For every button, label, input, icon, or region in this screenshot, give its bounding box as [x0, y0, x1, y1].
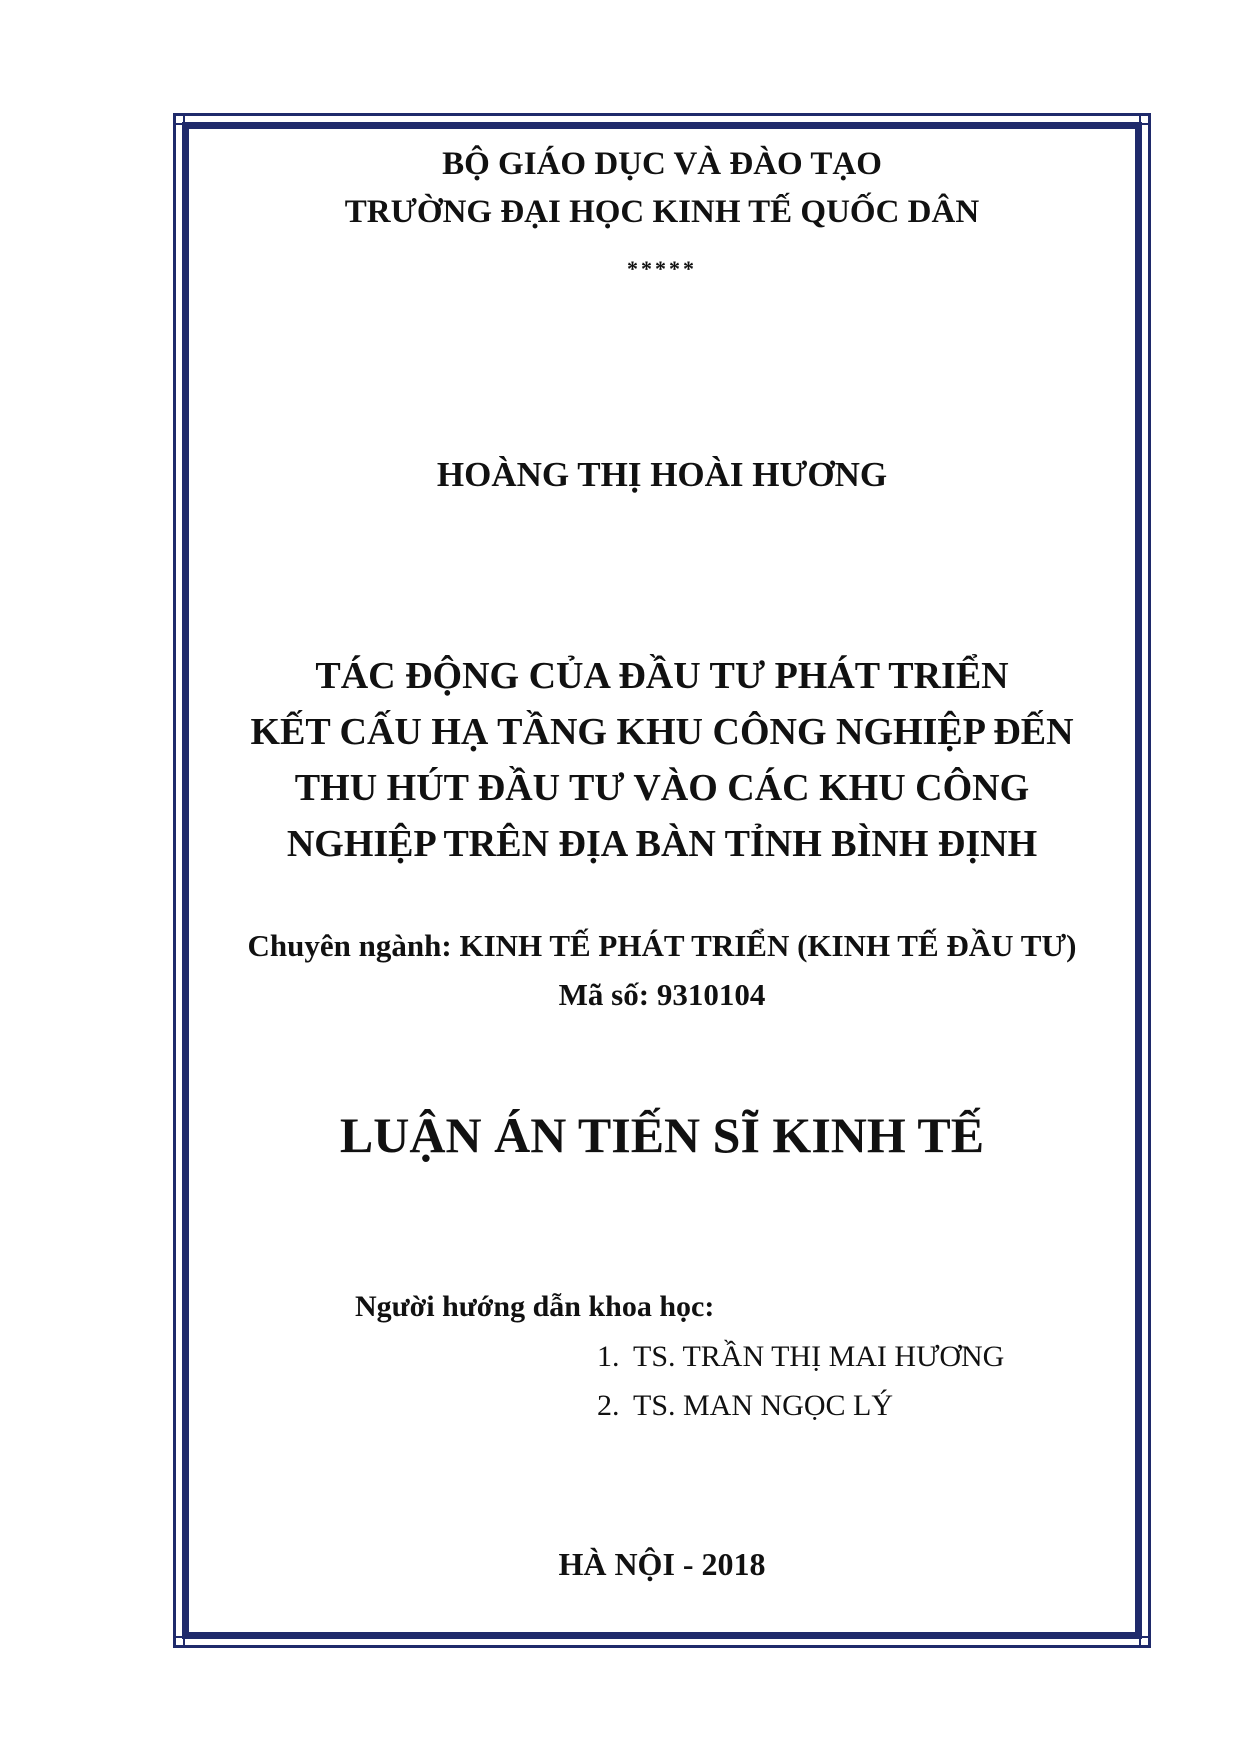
advisor-item: [597, 1389, 893, 1423]
university-heading: TRƯỜNG ĐẠI HỌC KINH TẾ QUỐC DÂN: [344, 194, 980, 230]
author-name: HOÀNG THỊ HOÀI HƯƠNG: [436, 455, 888, 494]
advisor-item: [597, 1340, 1004, 1374]
advisor-number: 1.: [597, 1340, 620, 1373]
advisor-name: TS. MAN NGỌC LÝ: [633, 1389, 894, 1422]
thesis-title-line: KẾT CẤU HẠ TẦNG KHU CÔNG NGHIỆP ĐẾN: [250, 711, 1074, 753]
ministry-heading: BỘ GIÁO DỤC VÀ ĐÀO TẠO: [442, 146, 882, 182]
place-and-year: HÀ NỘI - 2018: [558, 1546, 766, 1582]
corner-ornament-bottom-right: [1139, 1636, 1149, 1646]
advisor-name: TS. TRẦN THỊ MAI HƯƠNG: [633, 1340, 1005, 1373]
major-field: Chuyên ngành: KINH TẾ PHÁT TRIỂN (KINH TẾ ĐẦU TƯ): [247, 928, 1077, 963]
thesis-title-line: TÁC ĐỘNG CỦA ĐẦU TƯ PHÁT TRIỂN: [315, 655, 1009, 697]
degree-title: LUẬN ÁN TIẾN SĨ KINH TẾ: [339, 1107, 985, 1163]
thesis-title-line: THU HÚT ĐẦU TƯ VÀO CÁC KHU CÔNG: [294, 767, 1030, 809]
advisor-number: 2.: [597, 1389, 620, 1422]
major-code: Mã số: 9310104: [558, 977, 766, 1012]
advisor-label: Người hướng dẫn khoa học:: [355, 1290, 715, 1323]
thesis-title-line: NGHIỆP TRÊN ĐỊA BÀN TỈNH BÌNH ĐỊNH: [286, 823, 1038, 865]
thesis-title: [182, 648, 1142, 872]
corner-ornament-bottom-left: [175, 1636, 185, 1646]
corner-ornament-top-right: [1139, 115, 1149, 125]
corner-ornament-top-left: [175, 115, 185, 125]
star-separator: *****: [627, 256, 697, 281]
